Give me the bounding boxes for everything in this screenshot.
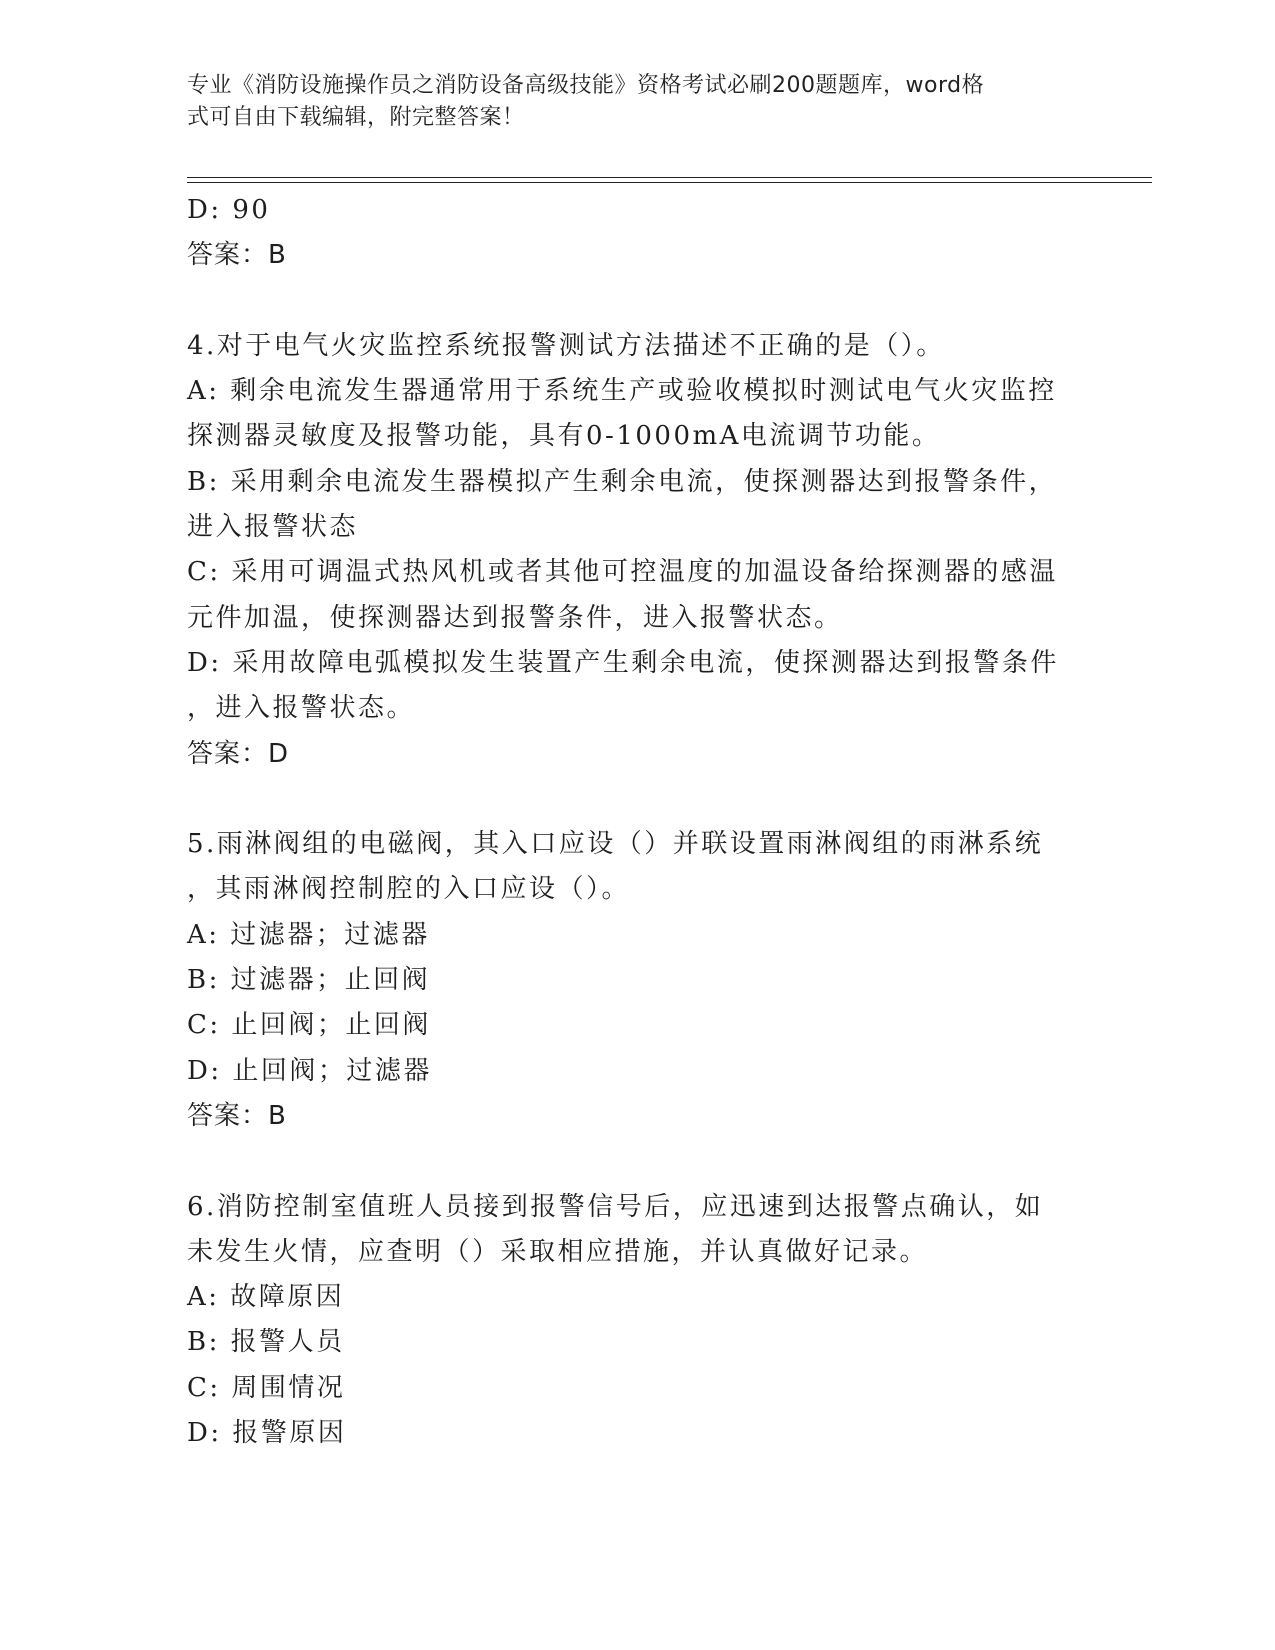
option-a: A: 过滤器；过滤器 [187, 919, 430, 950]
question-stem-line-2: ，其雨淋阀控制腔的入口应设（）。 [187, 874, 631, 905]
option-b-line-2: 进入报警状态 [187, 512, 359, 543]
question-stem: 4.对于电气火灾监控系统报警测试方法描述不正确的是（）。 [187, 330, 945, 361]
answer-label: 答案：B [187, 240, 287, 271]
question-stem-line-1: 6.消防控制室值班人员接到报警信号后，应迅速到达报警点确认，如 [187, 1191, 1044, 1222]
header-rule-thick [187, 177, 1152, 178]
question-6 [187, 1185, 1087, 1457]
option-a: A: 故障原因 [187, 1282, 345, 1313]
option-a-line-2: 探测器灵敏度及报警功能，具有0-1000mA电流调节功能。 [187, 421, 941, 452]
option-c: C: 止回阀；止回阀 [187, 1010, 431, 1041]
option-c-line-1: C: 采用可调温式热风机或者其他可控温度的加温设备给探测器的感温 [187, 557, 1058, 588]
option-d-line-2: ，进入报警状态。 [187, 693, 416, 724]
answer-label: 答案：D [187, 738, 290, 769]
page-header [187, 70, 1067, 134]
question-4 [187, 324, 1087, 777]
option-c-line-2: 元件加温，使探测器达到报警条件，进入报警状态。 [187, 602, 843, 633]
header-line-2: 式可自由下载编辑，附完整答案！ [187, 105, 525, 130]
question-stem-line-1: 5.雨淋阀组的电磁阀，其入口应设（）并联设置雨淋阀组的雨淋系统 [187, 829, 1044, 860]
option-b: B: 过滤器；止回阀 [187, 965, 431, 996]
option-c: C: 周围情况 [187, 1372, 346, 1403]
spacer [187, 1139, 1087, 1184]
spacer [187, 279, 1087, 324]
header-rule-thin [187, 182, 1152, 183]
question-5 [187, 822, 1087, 1139]
answer-label: 答案：B [187, 1100, 287, 1131]
question-3-tail [187, 188, 1087, 279]
option-d: D: 90 [187, 195, 271, 225]
spacer [187, 777, 1087, 822]
question-content [187, 188, 1087, 1456]
header-line-1: 专业《消防设施操作员之消防设备高级技能》资格考试必刷200题题库，word格 [187, 73, 985, 98]
option-b: B: 报警人员 [187, 1327, 345, 1358]
option-d: D: 报警原因 [187, 1418, 347, 1449]
option-d-line-1: D: 采用故障电弧模拟发生装置产生剩余电流，使探测器达到报警条件 [187, 647, 1059, 678]
option-b-line-1: B: 采用剩余电流发生器模拟产生剩余电流，使探测器达到报警条件， [187, 466, 1058, 497]
option-a-line-1: A: 剩余电流发生器通常用于系统生产或验收模拟时测试电气火灾监控 [187, 376, 1057, 407]
option-d: D: 止回阀；过滤器 [187, 1055, 432, 1086]
question-stem-line-2: 未发生火情，应查明（）采取相应措施，并认真做好记录。 [187, 1236, 929, 1267]
